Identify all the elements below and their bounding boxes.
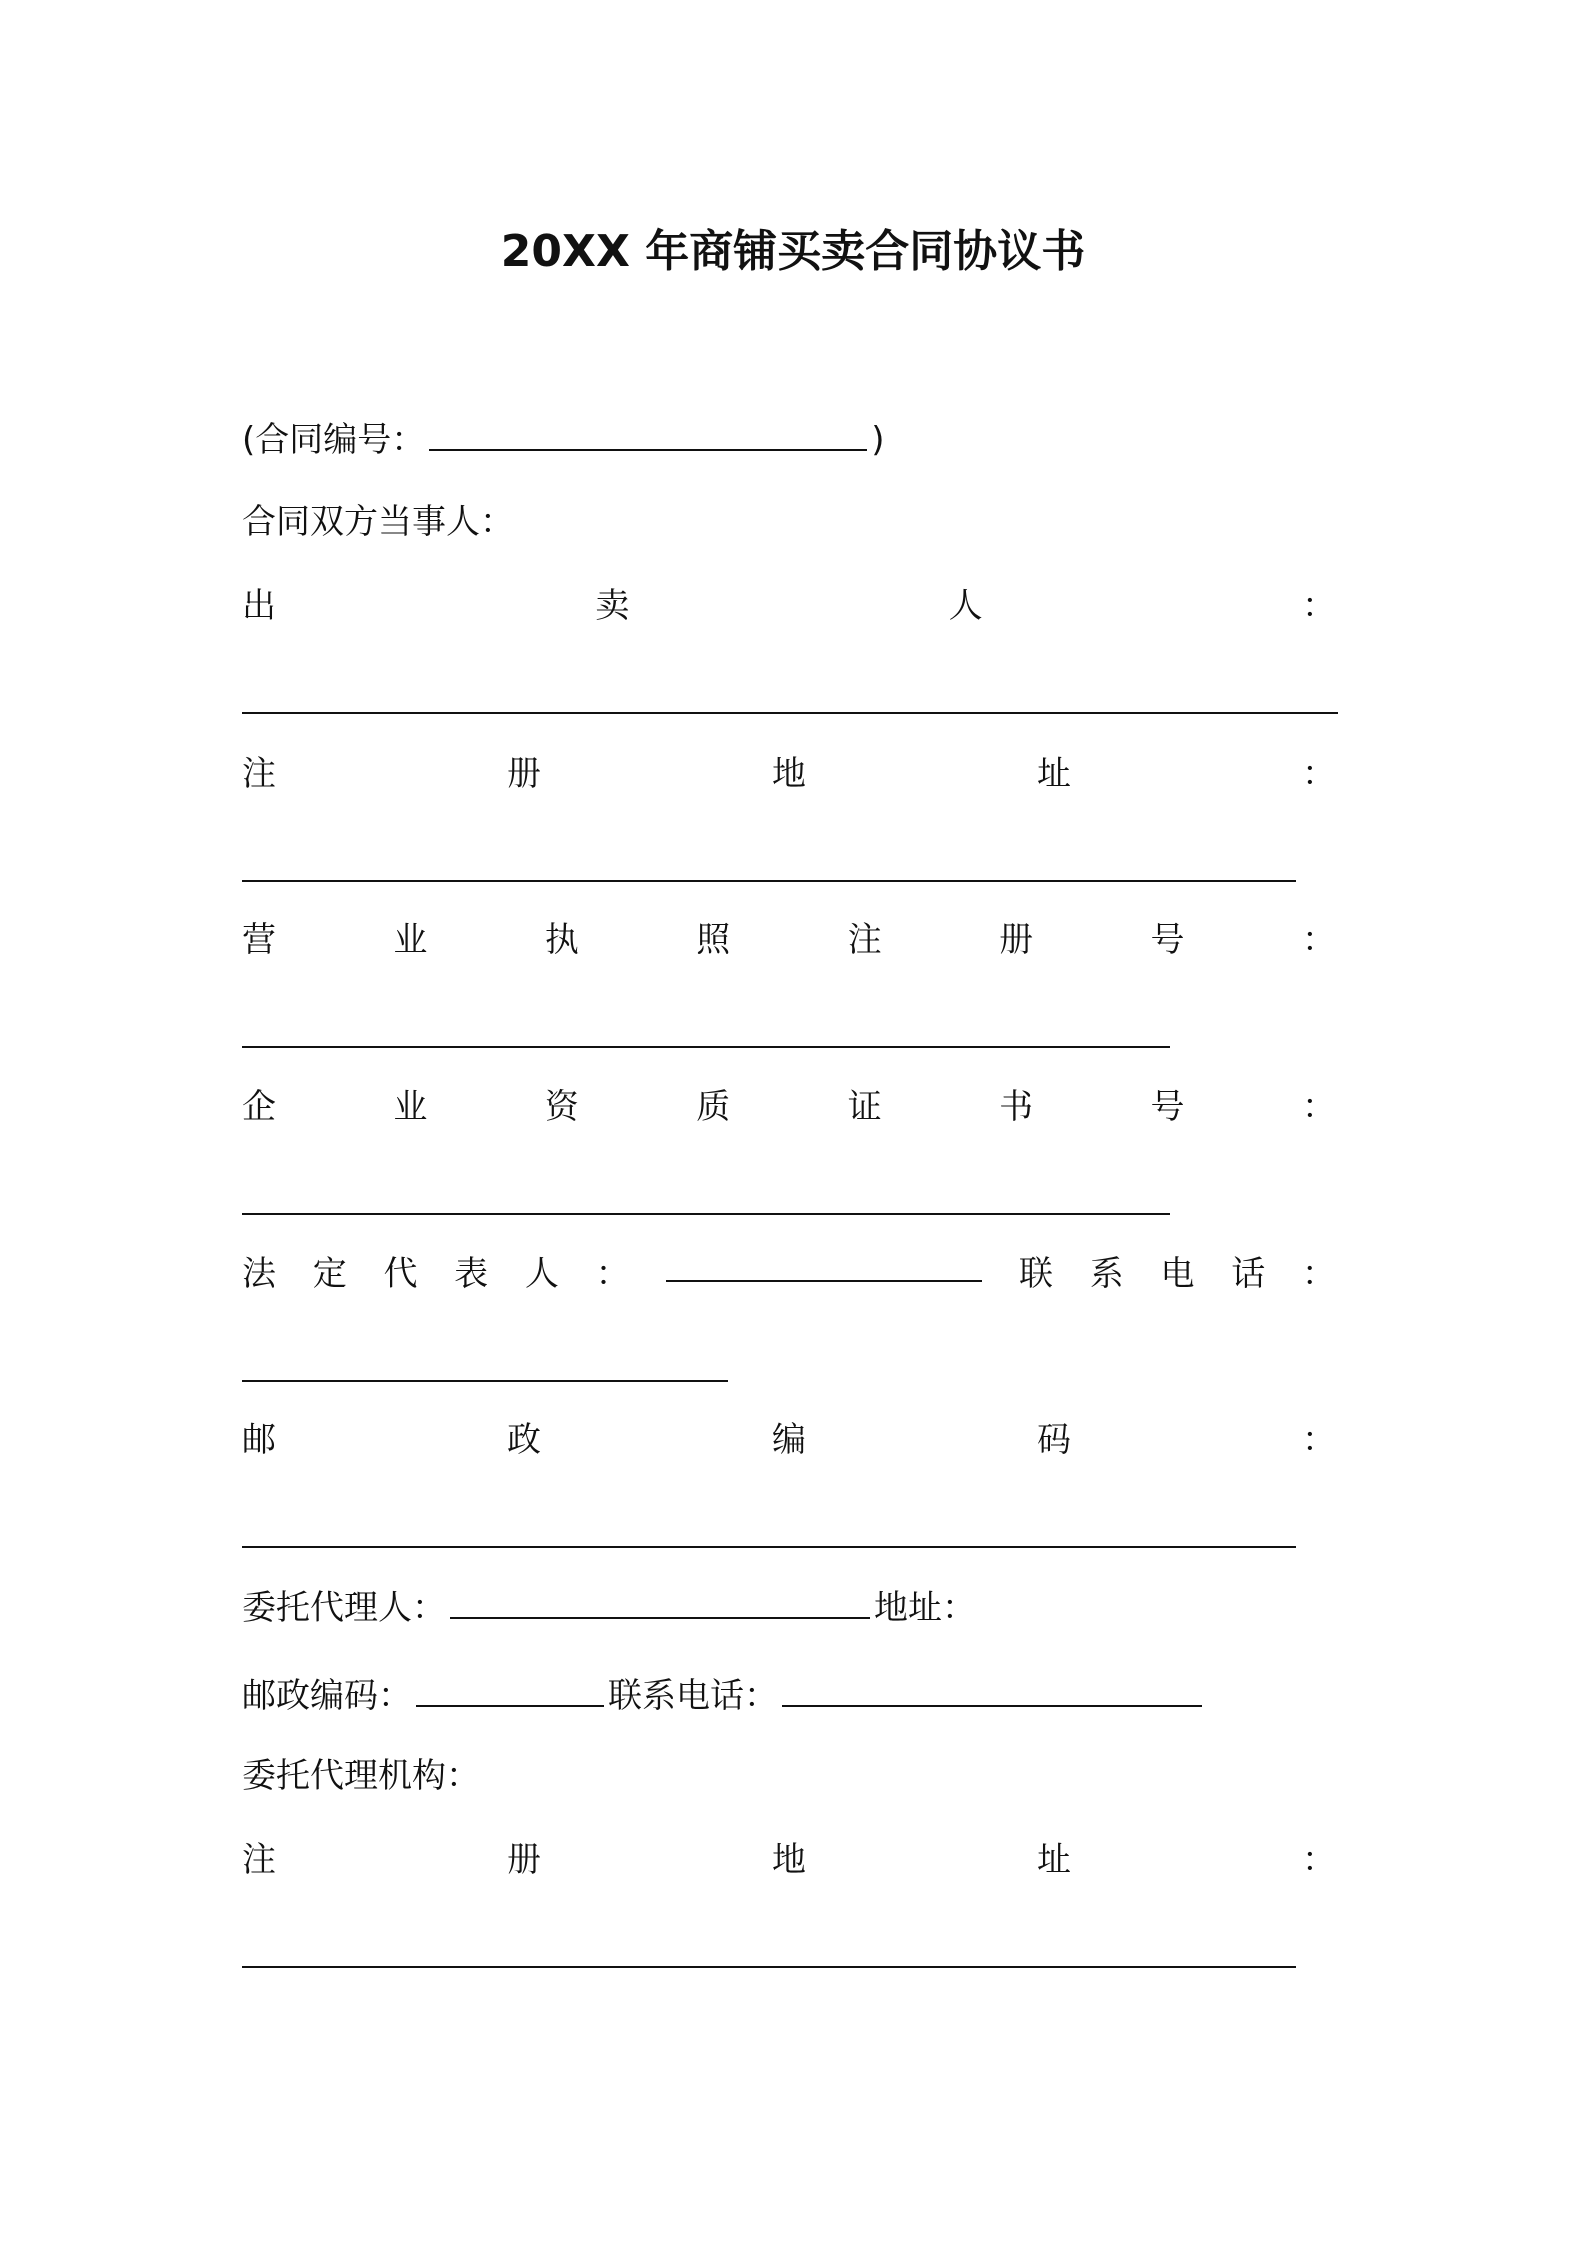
agent-phone-label: 联系电话： — [608, 1676, 778, 1716]
qualification-cert-label — [242, 1083, 1336, 1131]
legal-rep-phone-blank[interactable] — [242, 1380, 728, 1382]
agency-registered-address-label-char: 址 — [1037, 1840, 1071, 1880]
registered-address-label-char: ： — [1302, 754, 1336, 794]
qualification-cert-blank[interactable] — [242, 1213, 1170, 1215]
agent-label: 委托代理人： — [242, 1588, 446, 1628]
postcode-label-char: ： — [1302, 1420, 1336, 1460]
qualification-cert-label-char: 资 — [544, 1087, 579, 1127]
agent-line — [242, 1584, 1336, 1632]
registered-address-label — [242, 750, 1336, 798]
qualification-cert-label-char: 号 — [1150, 1087, 1185, 1127]
seller-label-char: ： — [1301, 586, 1336, 626]
legal-rep-phone-label-char: 电 — [1160, 1254, 1195, 1294]
legal-rep-blank[interactable] — [666, 1250, 982, 1282]
agent-postcode-blank[interactable] — [416, 1675, 604, 1707]
agent-phone-blank[interactable] — [782, 1675, 1202, 1707]
agent-blank[interactable] — [450, 1587, 870, 1619]
business-license-label-char: 执 — [544, 920, 579, 960]
agency-registered-address-label-char: ： — [1302, 1840, 1336, 1880]
seller-blank[interactable] — [242, 712, 1338, 714]
registered-address-blank[interactable] — [242, 880, 1296, 882]
contract-number-line — [242, 416, 1336, 464]
postcode-label — [242, 1416, 1336, 1464]
postcode-label-char: 编 — [772, 1420, 806, 1460]
postcode-label-char: 码 — [1037, 1420, 1071, 1460]
legal-rep-phone-label-char: 联 — [1019, 1254, 1054, 1294]
business-license-label-char: ： — [1301, 920, 1336, 960]
business-license-label-char: 号 — [1150, 920, 1185, 960]
legal-rep-phone-label-char: ： — [1301, 1254, 1336, 1294]
legal-rep-label-char: ： — [595, 1254, 630, 1294]
registered-address-label-char: 址 — [1037, 754, 1071, 794]
agency-registered-address-label-char: 册 — [507, 1840, 541, 1880]
contract-number-blank[interactable] — [429, 419, 867, 451]
business-license-label — [242, 916, 1336, 964]
legal-rep-phone-label-char: 话 — [1231, 1254, 1266, 1294]
agency-registered-address-label-char: 地 — [772, 1840, 806, 1880]
qualification-cert-label-char: 证 — [847, 1087, 882, 1127]
legal-rep-label-char: 法 — [242, 1254, 276, 1294]
contract-number-close: ) — [871, 420, 885, 460]
business-license-label-char: 注 — [847, 920, 882, 960]
agency-heading: 委托代理机构： — [242, 1756, 480, 1796]
page-title: 20XX 年商铺买卖合同协议书 — [500, 226, 1086, 277]
agent-address-label: 地址： — [874, 1588, 976, 1628]
qualification-cert-label-char: 业 — [393, 1087, 428, 1127]
agency-registered-address-blank[interactable] — [242, 1966, 1296, 1968]
registered-address-label-char: 册 — [507, 754, 541, 794]
registered-address-label-char: 地 — [772, 754, 806, 794]
business-license-blank[interactable] — [242, 1046, 1170, 1048]
business-license-label-char: 营 — [242, 920, 276, 960]
legal-rep-line — [242, 1250, 1336, 1298]
registered-address-label-char: 注 — [242, 754, 276, 794]
business-license-label-char: 照 — [696, 920, 731, 960]
agency-registered-address-label-char: 注 — [242, 1840, 276, 1880]
legal-rep-label-char: 定 — [312, 1254, 347, 1294]
agency-registered-address-label — [242, 1836, 1336, 1884]
agent-postcode-label: 邮政编码： — [242, 1676, 412, 1716]
parties-heading: 合同双方当事人： — [242, 502, 514, 542]
seller-label-char: 出 — [242, 586, 276, 626]
postcode-label-char: 邮 — [242, 1420, 276, 1460]
legal-rep-label-char: 表 — [454, 1254, 489, 1294]
seller-label — [242, 582, 1336, 630]
seller-label-char: 卖 — [595, 586, 630, 626]
qualification-cert-label-char: 企 — [242, 1087, 276, 1127]
qualification-cert-label-char: ： — [1301, 1087, 1336, 1127]
legal-rep-label-char: 人 — [524, 1254, 559, 1294]
seller-label-char: 人 — [948, 586, 983, 626]
legal-rep-phone-label-char: 系 — [1089, 1254, 1124, 1294]
qualification-cert-label-char: 质 — [696, 1087, 731, 1127]
legal-rep-label-char: 代 — [383, 1254, 418, 1294]
business-license-label-char: 册 — [999, 920, 1034, 960]
agent-contact-line — [242, 1672, 1336, 1720]
contract-number-label: (合同编号： — [242, 420, 426, 460]
qualification-cert-label-char: 书 — [999, 1087, 1034, 1127]
business-license-label-char: 业 — [393, 920, 428, 960]
postcode-label-char: 政 — [507, 1420, 541, 1460]
postcode-blank[interactable] — [242, 1546, 1296, 1548]
